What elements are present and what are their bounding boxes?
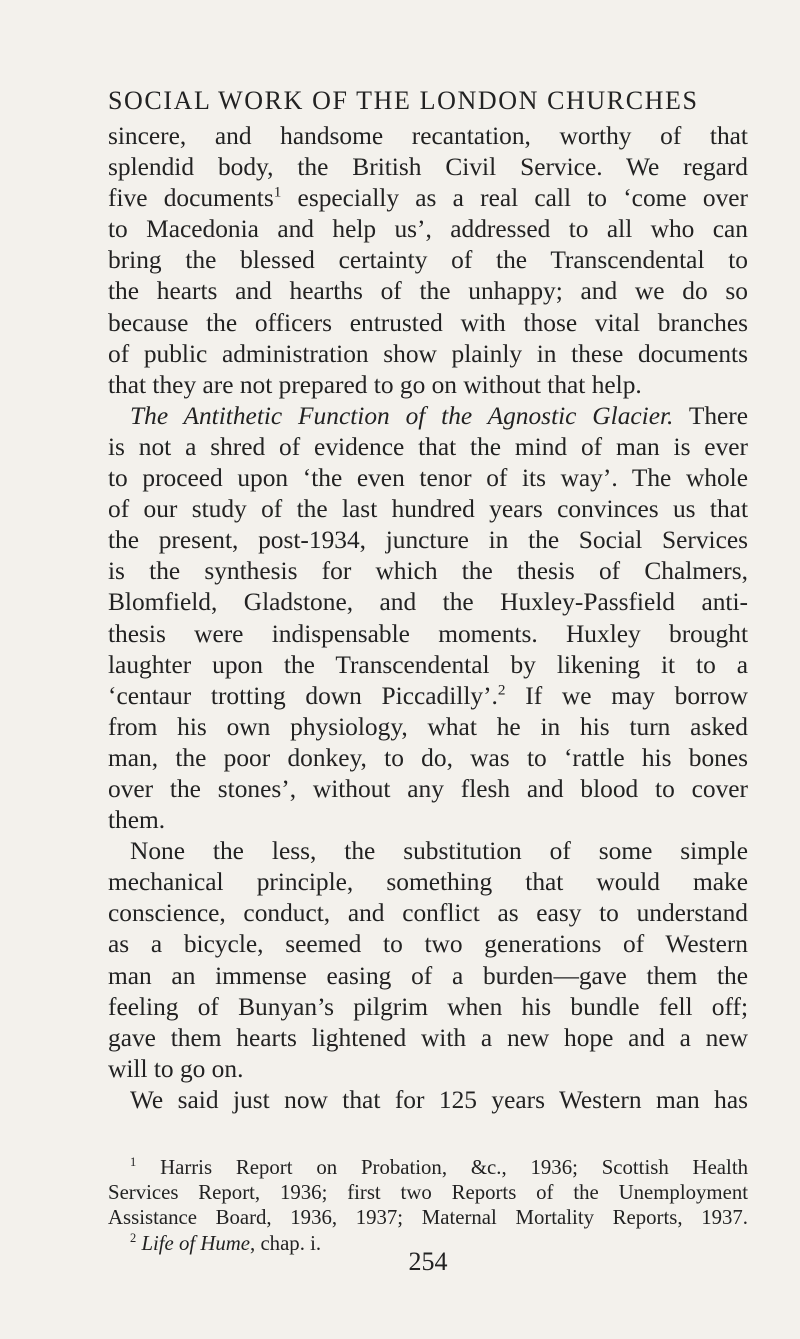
text-line: splendid body, the British Civil Service. We regard (108, 153, 748, 182)
text-line: man, the poor donkey, to do, was to ‘rattle his bones (108, 743, 748, 772)
text-line: them. (108, 806, 166, 835)
text-line: thesis were indispensable moments. Huxley brought (108, 619, 748, 648)
text-line: that they are not prepared to go on without that help. (108, 370, 642, 399)
text-line: feeling of Bunyan’s pilgrim when his bundle fell off; (108, 992, 748, 1021)
footnote-line: Services Report, 1936; first two Reports of the Unemployment (108, 1181, 748, 1205)
page-number: 254 (408, 1247, 448, 1276)
text-line: as a bicycle, seemed to two generations of Western (108, 930, 748, 959)
text-line: Blomfield, Gladstone, and the Huxley-Passfield anti- (108, 588, 748, 617)
text-line: from his own physiology, what he in his turn asked (108, 712, 748, 741)
section-heading: The Antithetic Function of the Agnostic Glacier. (130, 401, 674, 430)
text-line: None the less, the substitution of some simple (130, 837, 748, 866)
text-line: ‘centaur trotting down Piccadilly’.$^2$ If we may borrow (108, 681, 748, 710)
footnote-line: Assistance Board, 1936, 1937; Maternal Mortality Reports, 1937. (108, 1206, 748, 1230)
text-line: sincere, and handsome recantation, worthy of that (108, 122, 748, 150)
text-line: the hearts and hearths of the unhappy; and we do so (108, 277, 748, 306)
text-line: of public administration show plainly in these documents (108, 339, 748, 368)
text-line: over the stones’, without any flesh and blood to cover (108, 774, 748, 803)
footnote-marker[interactable]: 2 (497, 681, 506, 699)
text-line: man an immense easing of a burden—gave them the (108, 961, 748, 990)
running-header: SOCIAL WORK OF THE LONDON CHURCHES (108, 86, 699, 115)
text-line: We said just now that for 125 years Western man has (130, 1085, 748, 1114)
footnote-1: $^1$ Harris Report on Probation, &c., 1936; Scottish Health (130, 1155, 748, 1179)
text-line: to Macedonia and help us’, addressed to all who can (108, 215, 748, 244)
text-line: the present, post-1934, juncture in the Social Services (108, 526, 748, 555)
text-line: laughter upon the Transcendental by likening it to a (108, 650, 748, 679)
text-line: bring the blessed certainty of the Transcendental to (108, 246, 748, 275)
text-line: will to go on. (108, 1054, 244, 1083)
footnote-marker[interactable]: 1 (273, 183, 282, 201)
text-line: mechanical principle, something that would make (108, 868, 748, 897)
footnotes (108, 1155, 748, 1256)
text-line: five documents$^1$ especially as a real call to ‘come over (108, 183, 748, 213)
footnote-2: $^2$ Life of Hume, chap. i. (130, 1230, 322, 1255)
body-text (108, 121, 748, 1116)
text-line: gave them hearts lightened with a new hope and a new (108, 1023, 748, 1052)
text-line: is not a shred of evidence that the mind of man is ever (108, 432, 748, 461)
text-line: to proceed upon ‘the even tenor of its way’. The whole (108, 464, 748, 493)
text-line: because the officers entrusted with those vital branches (108, 308, 748, 337)
text-line: conscience, conduct, and conflict as easy to understand (108, 899, 748, 928)
text-line: is the synthesis for which the thesis of Chalmers, (108, 557, 748, 586)
text-line: The Antithetic Function of the Agnostic Glacier. There (130, 401, 749, 430)
text-line: of our study of the last hundred years convinces us that (108, 495, 748, 524)
